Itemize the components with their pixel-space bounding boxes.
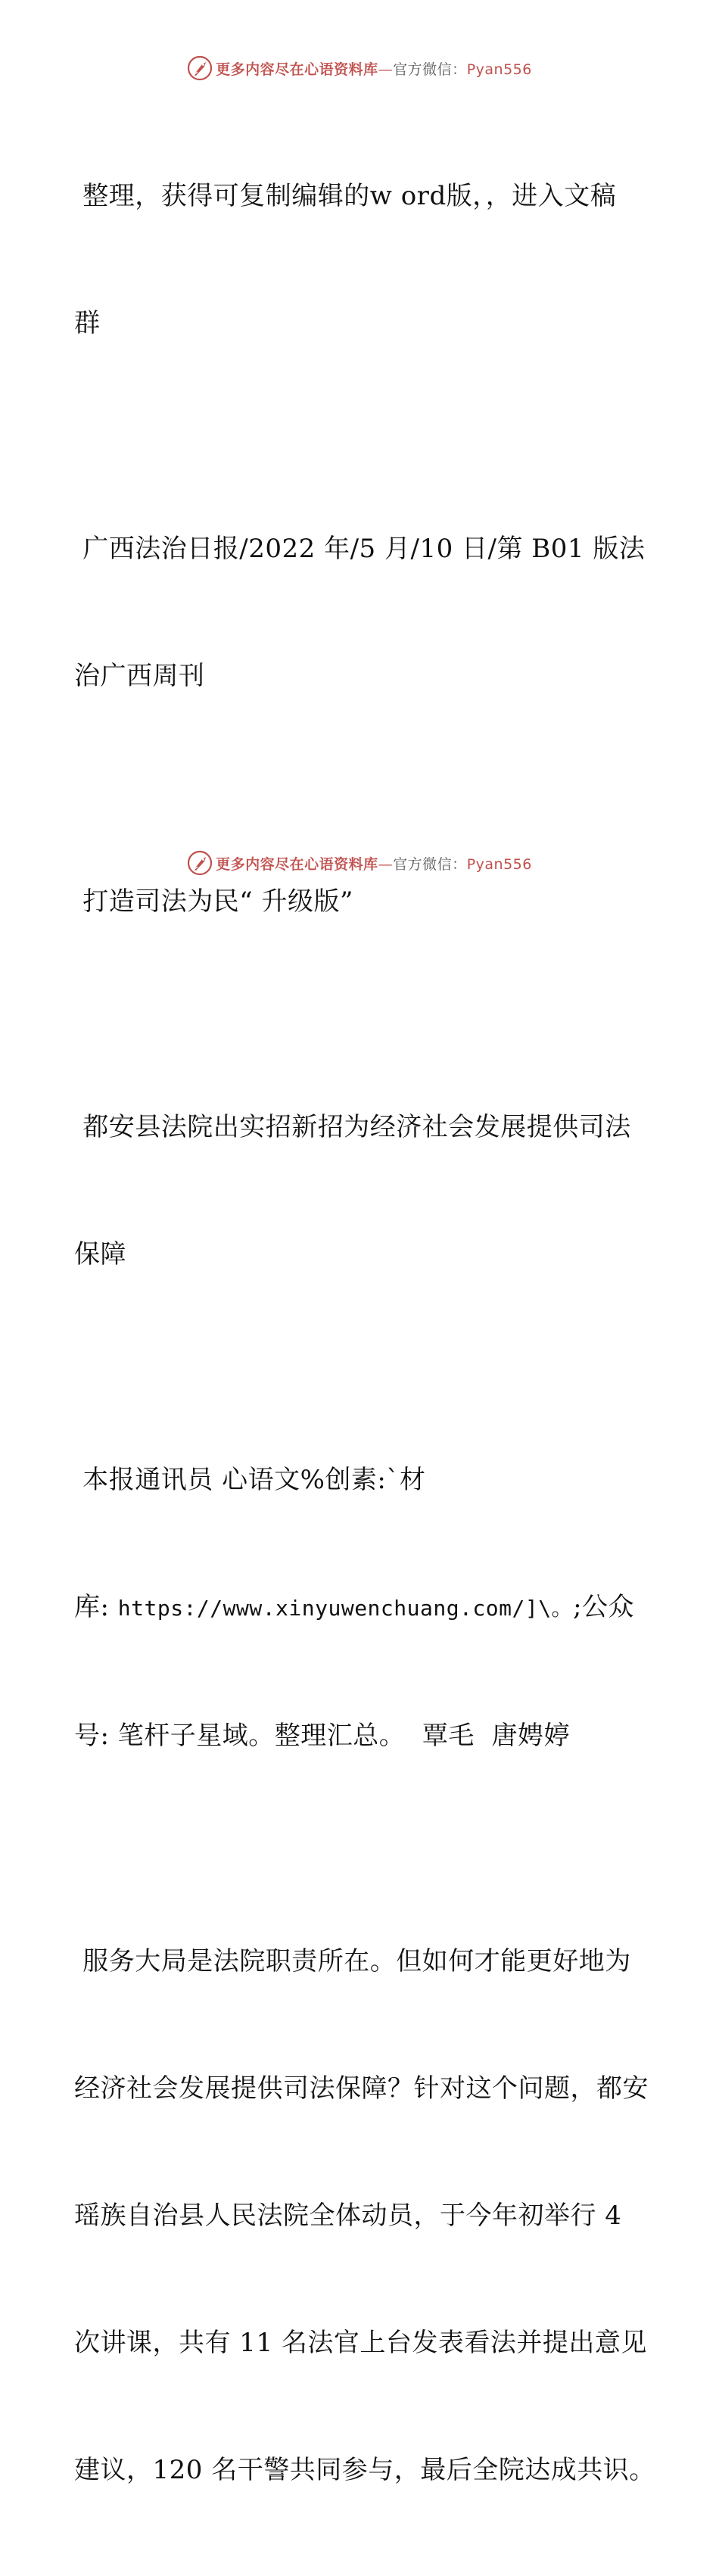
watermark-banner-top: [0, 53, 719, 83]
intro-line-2: 群: [74, 308, 101, 338]
pen-nib-logo-icon: [187, 55, 213, 81]
byline-line-3: 号: 笔杆子星域。整理汇总。 覃毛 唐娉婷: [74, 1721, 570, 1751]
byline-line-2: [74, 1586, 649, 1630]
source-line-1: 广西法治日报/2022 年/5 月/10 日/第 B01 版法: [74, 534, 646, 564]
subheadline-paragraph: [74, 1021, 649, 1360]
byline-line-2-suffix: ;公众: [573, 1592, 635, 1622]
document-content: [74, 90, 655, 2576]
watermark-wechat-id: Pyan556: [466, 61, 532, 78]
watermark-official: 官方微信：: [393, 855, 467, 873]
watermark-dash: —: [378, 61, 394, 78]
watermark-official: 官方微信：: [393, 61, 467, 78]
headline: [74, 796, 649, 1008]
byline-line-2-prefix: 库:: [74, 1592, 118, 1622]
body-line-5: 建议，120 名干警共同参与，最后全院达成共识。: [74, 2455, 655, 2485]
watermark-brand: 更多内容尽在心语资料库: [216, 855, 378, 873]
watermark-text: [216, 853, 532, 874]
watermark-wechat-id: Pyan556: [466, 855, 532, 873]
subheadline-line-2: 保障: [74, 1239, 126, 1269]
byline-paragraph: [74, 1374, 649, 1842]
watermark-dash: —: [378, 855, 394, 873]
headline-text: 打造司法为民“ 升级版”: [74, 886, 353, 917]
intro-line-1: 整理，获得可复制编辑的w ord版，，进入文稿: [74, 181, 617, 211]
intro-paragraph: [74, 90, 649, 429]
watermark-text: [216, 58, 532, 79]
body-line-4: 次讲课，共有 11 名法官上台发表看法并提出意见: [74, 2328, 647, 2358]
byline-url-link[interactable]: https://www.xinyuwenchuang.com/]\。: [117, 1596, 574, 1621]
watermark-banner-bottom: [0, 848, 719, 878]
body-line-1: 服务大局是法院职责所在。但如何才能更好地为: [74, 1946, 631, 1976]
source-line-2: 治广西周刊: [74, 661, 205, 691]
body-line-2: 经济社会发展提供司法保障？针对这个问题，都安: [74, 2073, 649, 2104]
body-line-3: 瑶族自治县人民法院全体动员，于今年初举行 4: [74, 2201, 622, 2231]
pen-nib-logo-icon: [187, 850, 213, 876]
subheadline-line-1: 都安县法院出实招新招为经济社会发展提供司法: [74, 1112, 631, 1142]
watermark-brand: 更多内容尽在心语资料库: [216, 61, 378, 78]
source-paragraph: [74, 443, 649, 782]
byline-line-1: 本报通讯员 心语文%创素:`材: [74, 1465, 426, 1495]
body-paragraph: [74, 1855, 655, 2576]
